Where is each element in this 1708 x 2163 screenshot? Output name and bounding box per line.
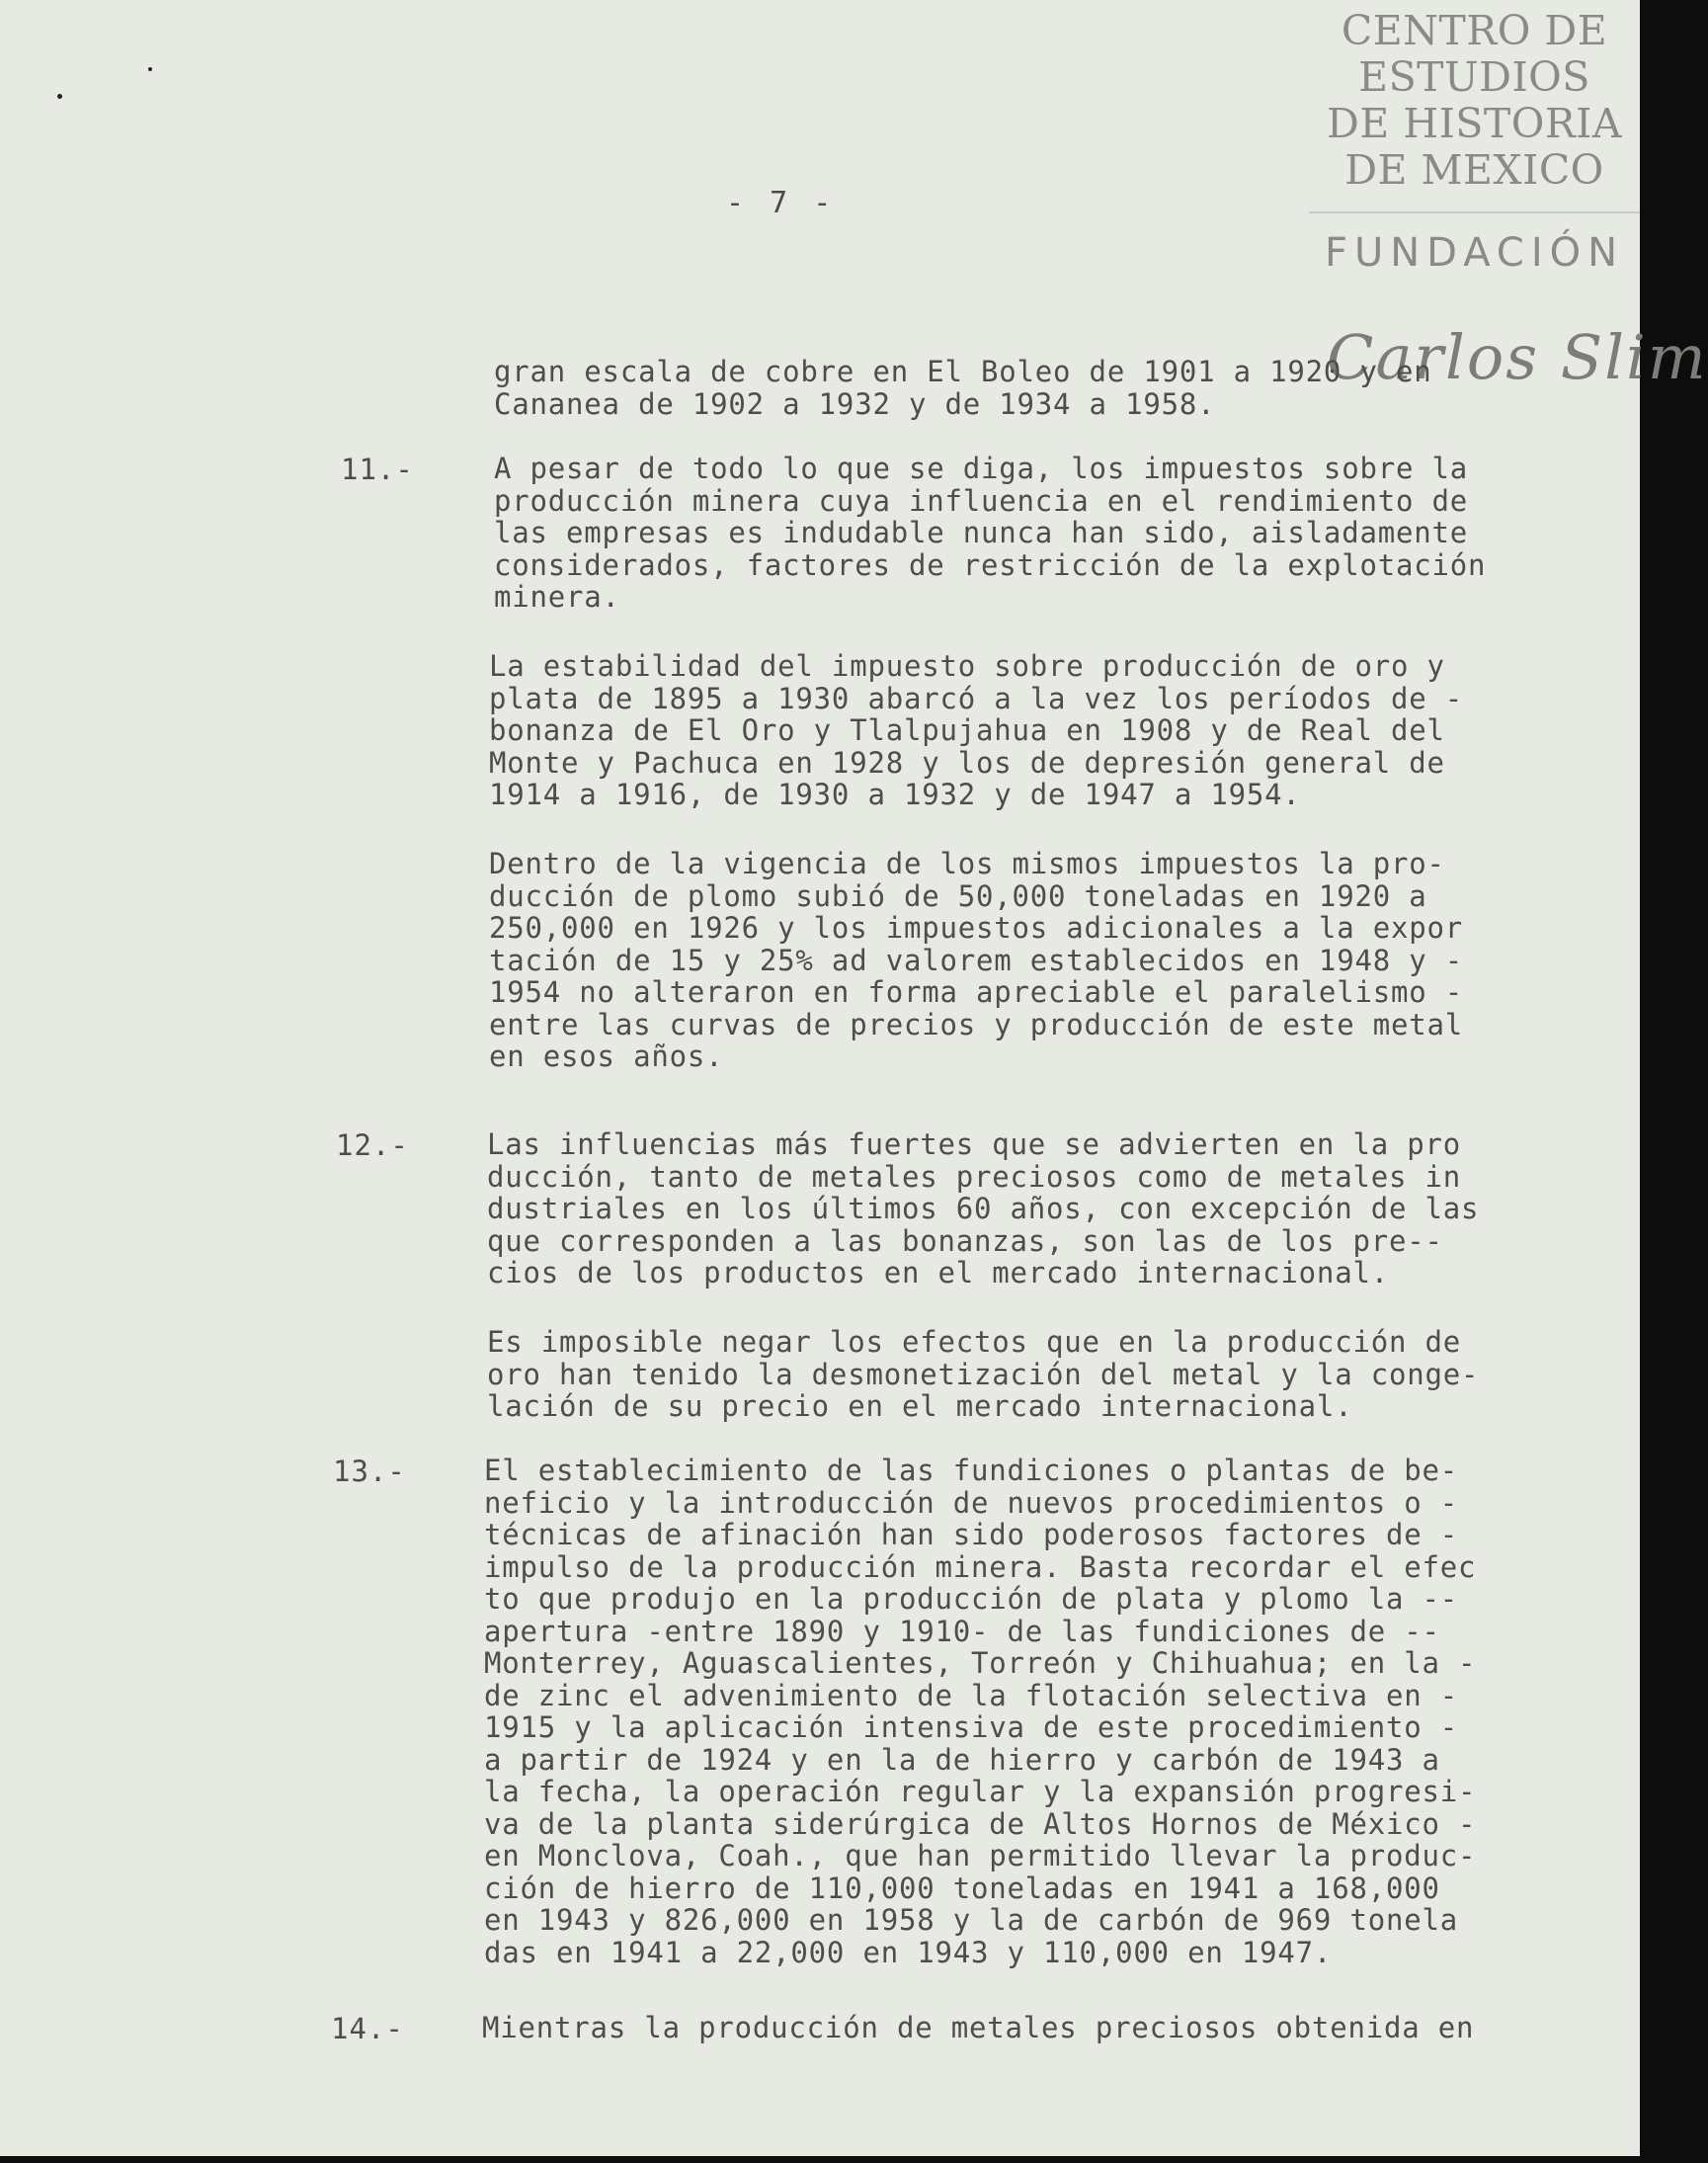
stamp-divider bbox=[1309, 211, 1640, 213]
paragraph: A pesar de todo lo que se diga, los impuestos sobre la producción minera cuya influencia en el rendimiento de las empresas es indudable nunca han sido, aisladamente considerados, factores de restricción de la explotación minera. bbox=[494, 452, 1487, 614]
paragraph: Dentro de la vigencia de los mismos impuestos la pro- ducción de plomo subió de 50,000 toneladas en 1920 a 250,000 en 1926 y los impuestos adicionales a la expor tación de 15 y 25% ad valorem establecidos en 1948 y - 1954 no alteraron en forma apreciable el paralelismo - entre las curvas de precios y producción de este metal en esos años. bbox=[489, 847, 1464, 1073]
paragraph: El establecimiento de las fundiciones o plantas de be- neficio y la introducción de nuevos procedimientos o - técnicas de afinación han sido poderosos factores de - impulso de la producción minera. Basta recordar el efec to que produjo en la producción de plata y plomo la -- apertura -entre 1890 y 1910- de las fundiciones de -- Monterrey, Aguascalientes, Torreón y Chihuahua; en la - de zinc el advenimiento de la flotación selectiva en - 1915 y la aplicación intensiva de este procedimiento - a partir de 1924 y en la de hierro y carbón de 1943 a la fecha, la operación regular y la expansión progresi- va de la planta siderúrgica de Altos Hornos de México - en Monclova, Coah., que han permitido llevar la produc- ción de hierro de 110,000 toneladas en 1941 a 168,000 en 1943 y 826,000 en 1958 y la de carbón de 969 tonela das en 1941 a 22,000 en 1943 y 110,000 en 1947. bbox=[484, 1454, 1477, 1969]
section-number: 12.- bbox=[336, 1128, 409, 1162]
stamp-line: CENTRO DE bbox=[1341, 7, 1608, 54]
section-number: 13.- bbox=[333, 1455, 406, 1488]
paragraph: Es imposible negar los efectos que en la producción de oro han tenido la desmonetización del metal y la conge- lación de su precio en el mercado internacional. bbox=[487, 1325, 1480, 1423]
stamp-line: ESTUDIOS bbox=[1358, 53, 1590, 101]
speck-mark bbox=[148, 67, 152, 71]
paragraph: La estabilidad del impuesto sobre producción de oro y plata de 1895 a 1930 abarcó a la vez los períodos de - bonanza de El Oro y Tlalpujahua en 1908 y de Real del Monte y Pachuca en 1928 y los de depresión general de 1914 a 1916, de 1930 a 1932 y de 1947 a 1954. bbox=[489, 649, 1464, 811]
paragraph: gran escala de cobre en El Boleo de 1901 a 1920 y en Cananea de 1902 a 1932 y de 1934 a 1958. bbox=[494, 355, 1432, 421]
page-number: - 7 - bbox=[726, 186, 836, 220]
stamp-signature: Carlos Slim bbox=[1327, 321, 1708, 393]
section-number: 11.- bbox=[341, 453, 414, 486]
archive-stamp bbox=[1309, 0, 1708, 405]
paragraph: Las influencias más fuertes que se advierten en la pro ducción, tanto de metales preciosos como de metales in dustriales en los últimos 60 años, con excepción de las que corresponden a las bonanzas, son las de los pre-- cios de los productos en el mercado internacional. bbox=[487, 1127, 1480, 1289]
paragraph: Mientras la producción de metales preciosos obtenida en bbox=[482, 2011, 1475, 2044]
stamp-line: DE HISTORIA bbox=[1326, 100, 1622, 147]
stamp-line: DE MEXICO bbox=[1344, 146, 1604, 194]
speck-mark bbox=[57, 94, 62, 99]
stamp-foundation: FUNDACIÓN bbox=[1324, 230, 1625, 276]
section-number: 14.- bbox=[331, 2012, 404, 2045]
